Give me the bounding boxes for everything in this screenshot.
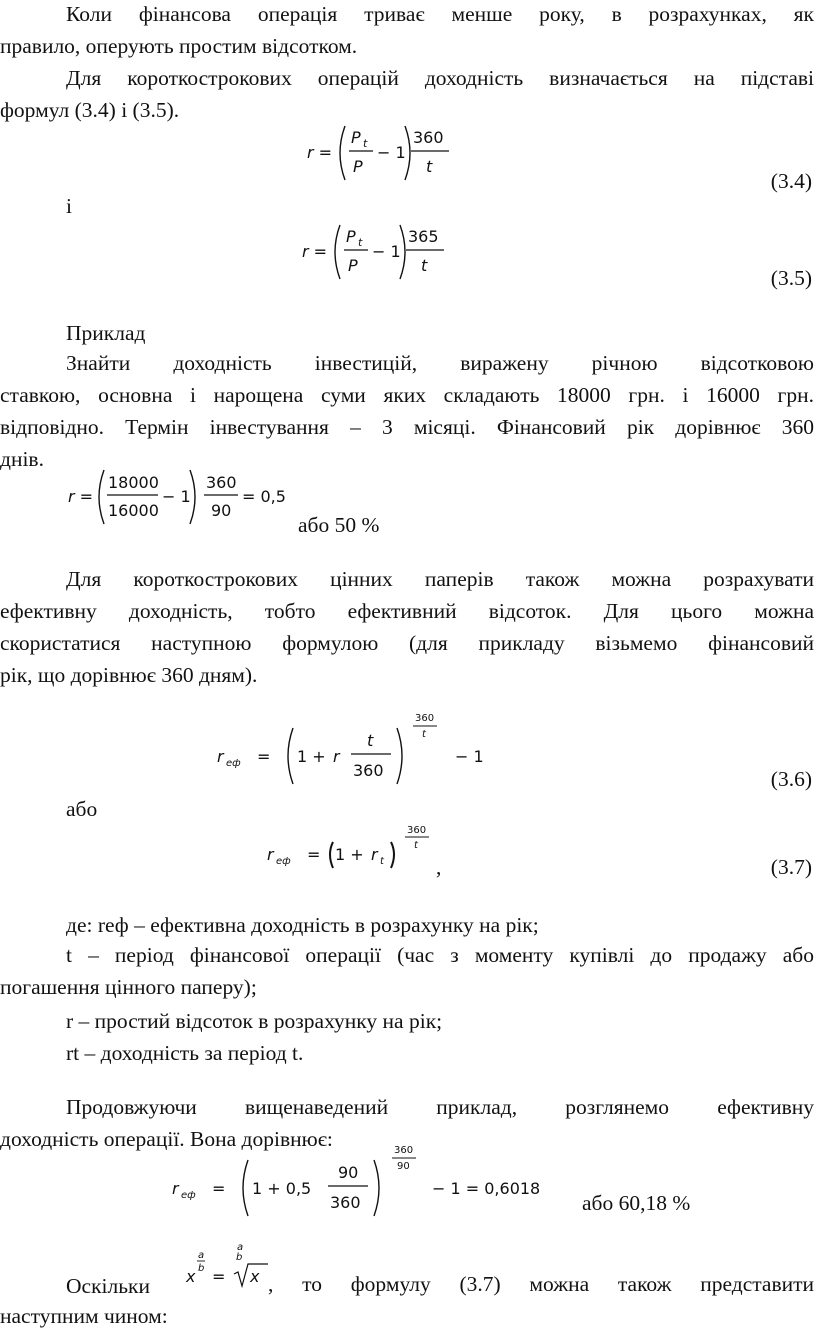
formula-3-5 xyxy=(300,219,460,285)
eq34-minus: − 1 xyxy=(377,143,406,162)
root-base: x xyxy=(186,1267,196,1286)
paragraph-1-line-1: Коли фінансова операція триває менше року, в розрахунках, як xyxy=(66,2,814,26)
eq35-num: P xyxy=(346,227,356,246)
example-num: 18000 xyxy=(108,473,159,492)
paragraph-2-line-2: формул (3.4) і (3.5). xyxy=(0,98,180,122)
paragraph-2-line-1: Для короткострокових операцій доходність визначається на підставі xyxy=(66,66,814,90)
example-result: = 0,5 xyxy=(242,487,286,506)
definition-t-line-2: погашення цінного паперу); xyxy=(0,975,257,999)
example-line-2: ставкою, основна і нарощена суми яких складають 18000 грн. і 16000 грн. xyxy=(0,383,814,407)
definition-r: r – простий відсоток в розрахунку на рік; xyxy=(66,1009,443,1033)
eq37-exp-den: t xyxy=(414,840,418,851)
formula-effective-example xyxy=(170,1140,570,1220)
eq37-lhs-sub: еф xyxy=(276,856,291,867)
definition-ref: де: rеф – ефективна доходність в розрахунку на рік; xyxy=(66,913,539,937)
eff-lhs-sub: еф xyxy=(181,1190,196,1201)
equation-number-3-5: (3.5) xyxy=(770,266,812,290)
eq37-exp-num: 360 xyxy=(407,825,427,836)
eq37-lhs: r xyxy=(267,845,274,864)
definition-rt: rt – доходність за період t. xyxy=(66,1041,304,1065)
example-k-den: 90 xyxy=(211,501,232,520)
example-lhs: r = xyxy=(68,487,94,506)
eff-lhs: r xyxy=(172,1179,179,1198)
eq34-sub: t xyxy=(363,137,368,150)
paragraph-3-line-1: Для короткострокових цінних паперів також можна розрахувати xyxy=(66,567,814,591)
eff-frac-num: 90 xyxy=(338,1163,359,1182)
eq34-den: P xyxy=(353,157,363,176)
root-eq: = xyxy=(212,1267,226,1286)
paragraph-3-line-2: ефективну доходність, тобто ефективний відсоток. Для цього можна xyxy=(0,599,814,623)
formula-3-4 xyxy=(305,120,465,186)
eq36-frac-den: 360 xyxy=(353,761,384,780)
example-k-num: 360 xyxy=(206,473,237,492)
eq36-exp-num: 360 xyxy=(415,713,435,724)
root-power-a: a xyxy=(237,1242,244,1253)
eff-tail: − 1 = 0,6018 xyxy=(432,1179,541,1198)
eq35-k-num: 365 xyxy=(408,227,439,246)
eq36-lhs: r xyxy=(217,747,224,766)
root-exp-b: b xyxy=(198,1263,205,1274)
paragraph-3-line-3: скористатися наступною формулою (для прикладу візьмемо фінансовий xyxy=(0,631,814,655)
example-line-4: днів. xyxy=(0,447,44,471)
paragraph-3-line-4: рік, що дорівнює 360 дням). xyxy=(0,663,258,687)
paragraph-5-start: Оскільки xyxy=(66,1274,150,1298)
eff-exp-num: 360 xyxy=(394,1145,414,1156)
conjunction-i: і xyxy=(66,194,72,218)
eq35-minus: − 1 xyxy=(372,242,401,261)
eq37-comma: , xyxy=(436,855,442,879)
eq35-k-den: t xyxy=(421,256,428,275)
example-line-3: відповідно. Термін інвестування – 3 місяці. Фінансовий рік дорівнює 360 xyxy=(0,415,814,439)
equation-number-3-4: (3.4) xyxy=(770,169,812,193)
paragraph-5-line-2: наступним чином: xyxy=(0,1304,168,1328)
eq36-frac-num: t xyxy=(367,731,374,750)
eq36-one-plus: 1 + xyxy=(297,747,326,766)
formula-root-identity xyxy=(184,1240,274,1294)
root-index-b: b xyxy=(236,1252,243,1263)
eq36-exp-den: t xyxy=(422,729,426,740)
formula-3-7 xyxy=(265,822,455,882)
eq34-k-den: t xyxy=(426,157,433,176)
definition-t-line-1: t – період фінансової операції (час з моменту купівлі до продажу або xyxy=(66,943,814,967)
eq37-one-plus: 1 + xyxy=(335,845,364,864)
example-line-1: Знайти доходність інвестицій, виражену річною відсотковою xyxy=(66,351,814,375)
eq34-k-num: 360 xyxy=(413,128,444,147)
eq35-sub: t xyxy=(358,236,363,249)
eff-one-plus: 1 + 0,5 xyxy=(252,1179,312,1198)
example-den: 16000 xyxy=(108,501,159,520)
eq37-r-sub: t xyxy=(380,856,384,867)
eq36-r: r xyxy=(333,747,340,766)
paragraph-5-line-1-rest: , то формулу (3.7) можна також представити xyxy=(268,1272,814,1296)
paragraph-4-line-1: Продовжуючи вищенаведений приклад, розглянемо ефективну xyxy=(66,1095,814,1119)
eq36-tail: − 1 xyxy=(455,747,484,766)
root-radicand: x xyxy=(250,1267,260,1286)
eq36-lhs-sub: еф xyxy=(226,758,241,769)
eq34-lhs: r = xyxy=(307,143,333,162)
eff-eq: = xyxy=(212,1179,226,1198)
effective-percent: або 60,18 % xyxy=(582,1191,691,1215)
paragraph-4-line-2: доходність операції. Вона дорівнює: xyxy=(0,1127,333,1151)
formula-example xyxy=(66,466,296,528)
paragraph-1-line-2: правило, оперують простим відсотком. xyxy=(0,34,358,58)
eq37-eq: = xyxy=(307,845,321,864)
eq36-eq: = xyxy=(257,747,271,766)
eq34-num: P xyxy=(351,128,361,147)
eff-exp-den: 90 xyxy=(397,1161,410,1172)
equation-number-3-7: (3.7) xyxy=(770,855,812,879)
eq37-r: r xyxy=(371,845,378,864)
formula-3-6 xyxy=(215,708,495,788)
equation-number-3-6: (3.6) xyxy=(770,767,812,791)
eff-frac-den: 360 xyxy=(330,1193,361,1212)
root-exp-a: a xyxy=(198,1250,205,1261)
eq35-den: P xyxy=(348,256,358,275)
example-percent: або 50 % xyxy=(298,513,380,537)
example-heading: Приклад xyxy=(66,321,146,345)
example-minus: − 1 xyxy=(162,487,191,506)
eq35-lhs: r = xyxy=(302,242,328,261)
conjunction-abo: або xyxy=(66,797,98,821)
